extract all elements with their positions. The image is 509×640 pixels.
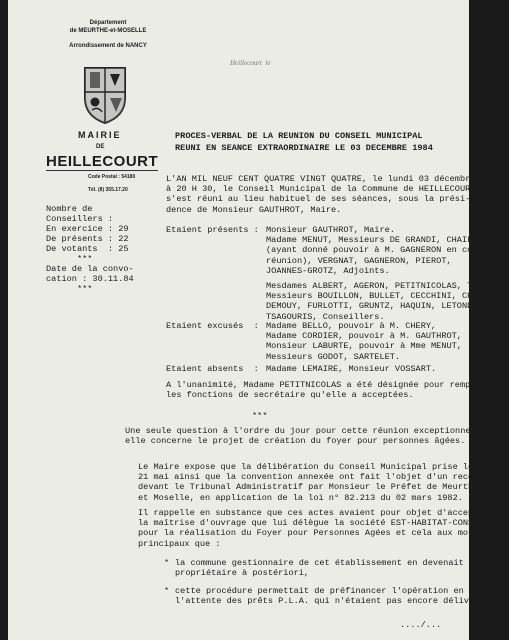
bullet-item-1 (175, 558, 464, 578)
bullet-line: la commune gestionnaire de cet établissement en devenait (175, 558, 464, 568)
sidebar-line: *** (46, 254, 93, 264)
intro-line: à 20 H 30, le Conseil Municipal de la Commune de HEILLECOURT (166, 184, 476, 195)
letterhead-rule (46, 170, 158, 171)
paragraph-3-line: pour la réalisation du Foyer pour Personnes Agées et cela aux motifs (138, 528, 489, 539)
paragraph-3 (138, 508, 509, 549)
town-name: HEILLECOURT (46, 153, 159, 170)
paragraph-1 (125, 426, 491, 446)
department-label: Département (89, 20, 127, 26)
presents-label: Etaient présents : (166, 225, 259, 235)
sidebar-line: cation : 30.11.84 (46, 274, 134, 284)
paragraph-3-line: la maîtrise d'ouvrage que lui délègue la société EST-HABITAT-CONSTRUCTIO (138, 518, 509, 529)
council-stats (46, 204, 134, 294)
continuation-mark: ..../... (400, 620, 442, 630)
excuses-list (266, 321, 462, 362)
paragraph-2 (138, 462, 489, 503)
sidebar-line: *** (46, 284, 93, 294)
presents-line: réunion), VERGNAT, GAGNERON, PIEROT, (266, 255, 452, 266)
sidebar-line: De présents : 22 (46, 234, 129, 244)
arrondissement: Arrondissement de NANCY (69, 43, 147, 49)
paragraph-2-line: et Moselle, en application de la loi n° 82.213 du 02 mars 1982. (138, 492, 463, 503)
paragraph-1-line: elle concerne le projet de création du foyer pour personnes âgées. (125, 436, 466, 447)
secretary-paragraph (166, 380, 486, 400)
intro-line: L'AN MIL NEUF CENT QUATRE VINGT QUATRE, le lundi 03 décembre, (166, 174, 481, 184)
bullet-line: l'attente des prêts P.L.A. qui n'étaient pas encore délivrés. (175, 596, 490, 607)
bullet-marker-1: * (164, 558, 170, 568)
postal-code: Code Postal : 54180 (88, 174, 136, 180)
secretary-line: A l'unanimité, Madame PETITNICOLAS a été désignée pour remplir (166, 380, 486, 390)
title-line-1: PROCES-VERBAL DE LA REUNION DU CONSEIL MUNICIPAL (175, 131, 423, 141)
presents-line: Madame MENUT, Messieurs DE GRANDI, CHAILLY (266, 235, 483, 246)
paragraph-1-line: Une seule question à l'ordre du jour pour cette réunion exceptionnelle, (125, 426, 492, 436)
department-name: de MEURTHE-et-MOSELLE (69, 28, 147, 34)
mairie-label: MAIRIE (78, 130, 122, 140)
sidebar-line: Date de la convo- (46, 264, 134, 274)
absents-text: Madame LEMAIRE, Monsieur VOSSART. (266, 364, 437, 374)
bullet-line: propriétaire à postériori, (175, 568, 310, 579)
presents-line: DEMOUY, FURLOTTI, GRUNTZ, HAQUIN, LETONDOR, (266, 301, 488, 312)
paragraph-3-line: Il rappelle en substance que ces actes avaient pour objet d'accepter (138, 508, 489, 518)
intro-line: s'est réuni au lieu habituel de ses séances, sous la prési- (166, 194, 471, 205)
paragraph-2-line: Le Maire expose que la délibération du Conseil Municipal prise le (138, 462, 474, 472)
de-label: DE (96, 144, 105, 150)
sidebar-line: Conseillers : (46, 214, 114, 224)
coat-of-arms-icon (78, 62, 132, 126)
bullet-marker-2: * (164, 586, 170, 596)
excuses-line: Monsieur LABURTE, pouvoir à Mme MENUT, (266, 341, 462, 352)
phone-number: Tél. (8) 355.17.20 (88, 187, 128, 193)
sidebar-line: En exercice : 29 (46, 224, 129, 234)
presents-line: (ayant donné pouvoir à M. GAGNERON en cours de (266, 245, 504, 256)
excuses-line: Madame BELLO, pouvoir à M. CHERY, (266, 321, 437, 331)
paragraph-2-line: 21 mai ainsi que la convention annexée ont fait l'objet d'un recours (138, 472, 489, 483)
sidebar-line: Nombre de (46, 204, 93, 214)
bullet-item-2 (175, 586, 490, 606)
document-page (8, 0, 509, 640)
separator: *** (252, 411, 268, 421)
excuses-label: Etaient excusés : (166, 321, 259, 331)
secretary-line: les fonctions de secrétaire qu'elle a acceptées. (166, 390, 414, 401)
absents-label: Etaient absents : (166, 364, 259, 374)
presents-line: Messieurs BOUILLON, BULLET, CECCHINI, CHERY, (266, 291, 493, 302)
title-line-2: REUNI EN SEANCE EXTRAORDINAIRE LE 03 DECEMBRE 1984 (175, 143, 433, 153)
bullet-line: cette procédure permettait de préfinancer l'opération en (175, 586, 464, 596)
presents-line: Monsieur GAUTHROT, Maire. (266, 225, 395, 235)
presents-line: TSAGOURIS, Conseillers. (266, 311, 385, 322)
excuses-line: Messieurs GODOT, SARTELET. (266, 351, 401, 362)
presents-line: JOANNES-GROTZ, Adjoints. (266, 265, 390, 276)
handwritten-note: Heillecourt le (230, 59, 271, 67)
paragraph-3-line: principaux que : (138, 538, 221, 549)
presents-line: Mesdames ALBERT, AGERON, PETITNICOLAS, THIERY, (266, 281, 504, 292)
intro-line: dence de Monsieur GAUTHROT, Maire. (166, 204, 342, 215)
intro-paragraph (166, 174, 481, 215)
presents-list (266, 225, 503, 322)
sidebar-line: De votants : 25 (46, 244, 129, 254)
paragraph-2-line: devant le Tribunal Administratif par Monsieur le Préfet de Meurthe (138, 482, 479, 493)
excuses-line: Madame CORDIER, pouvoir à M. GAUTHROT, (266, 331, 462, 342)
